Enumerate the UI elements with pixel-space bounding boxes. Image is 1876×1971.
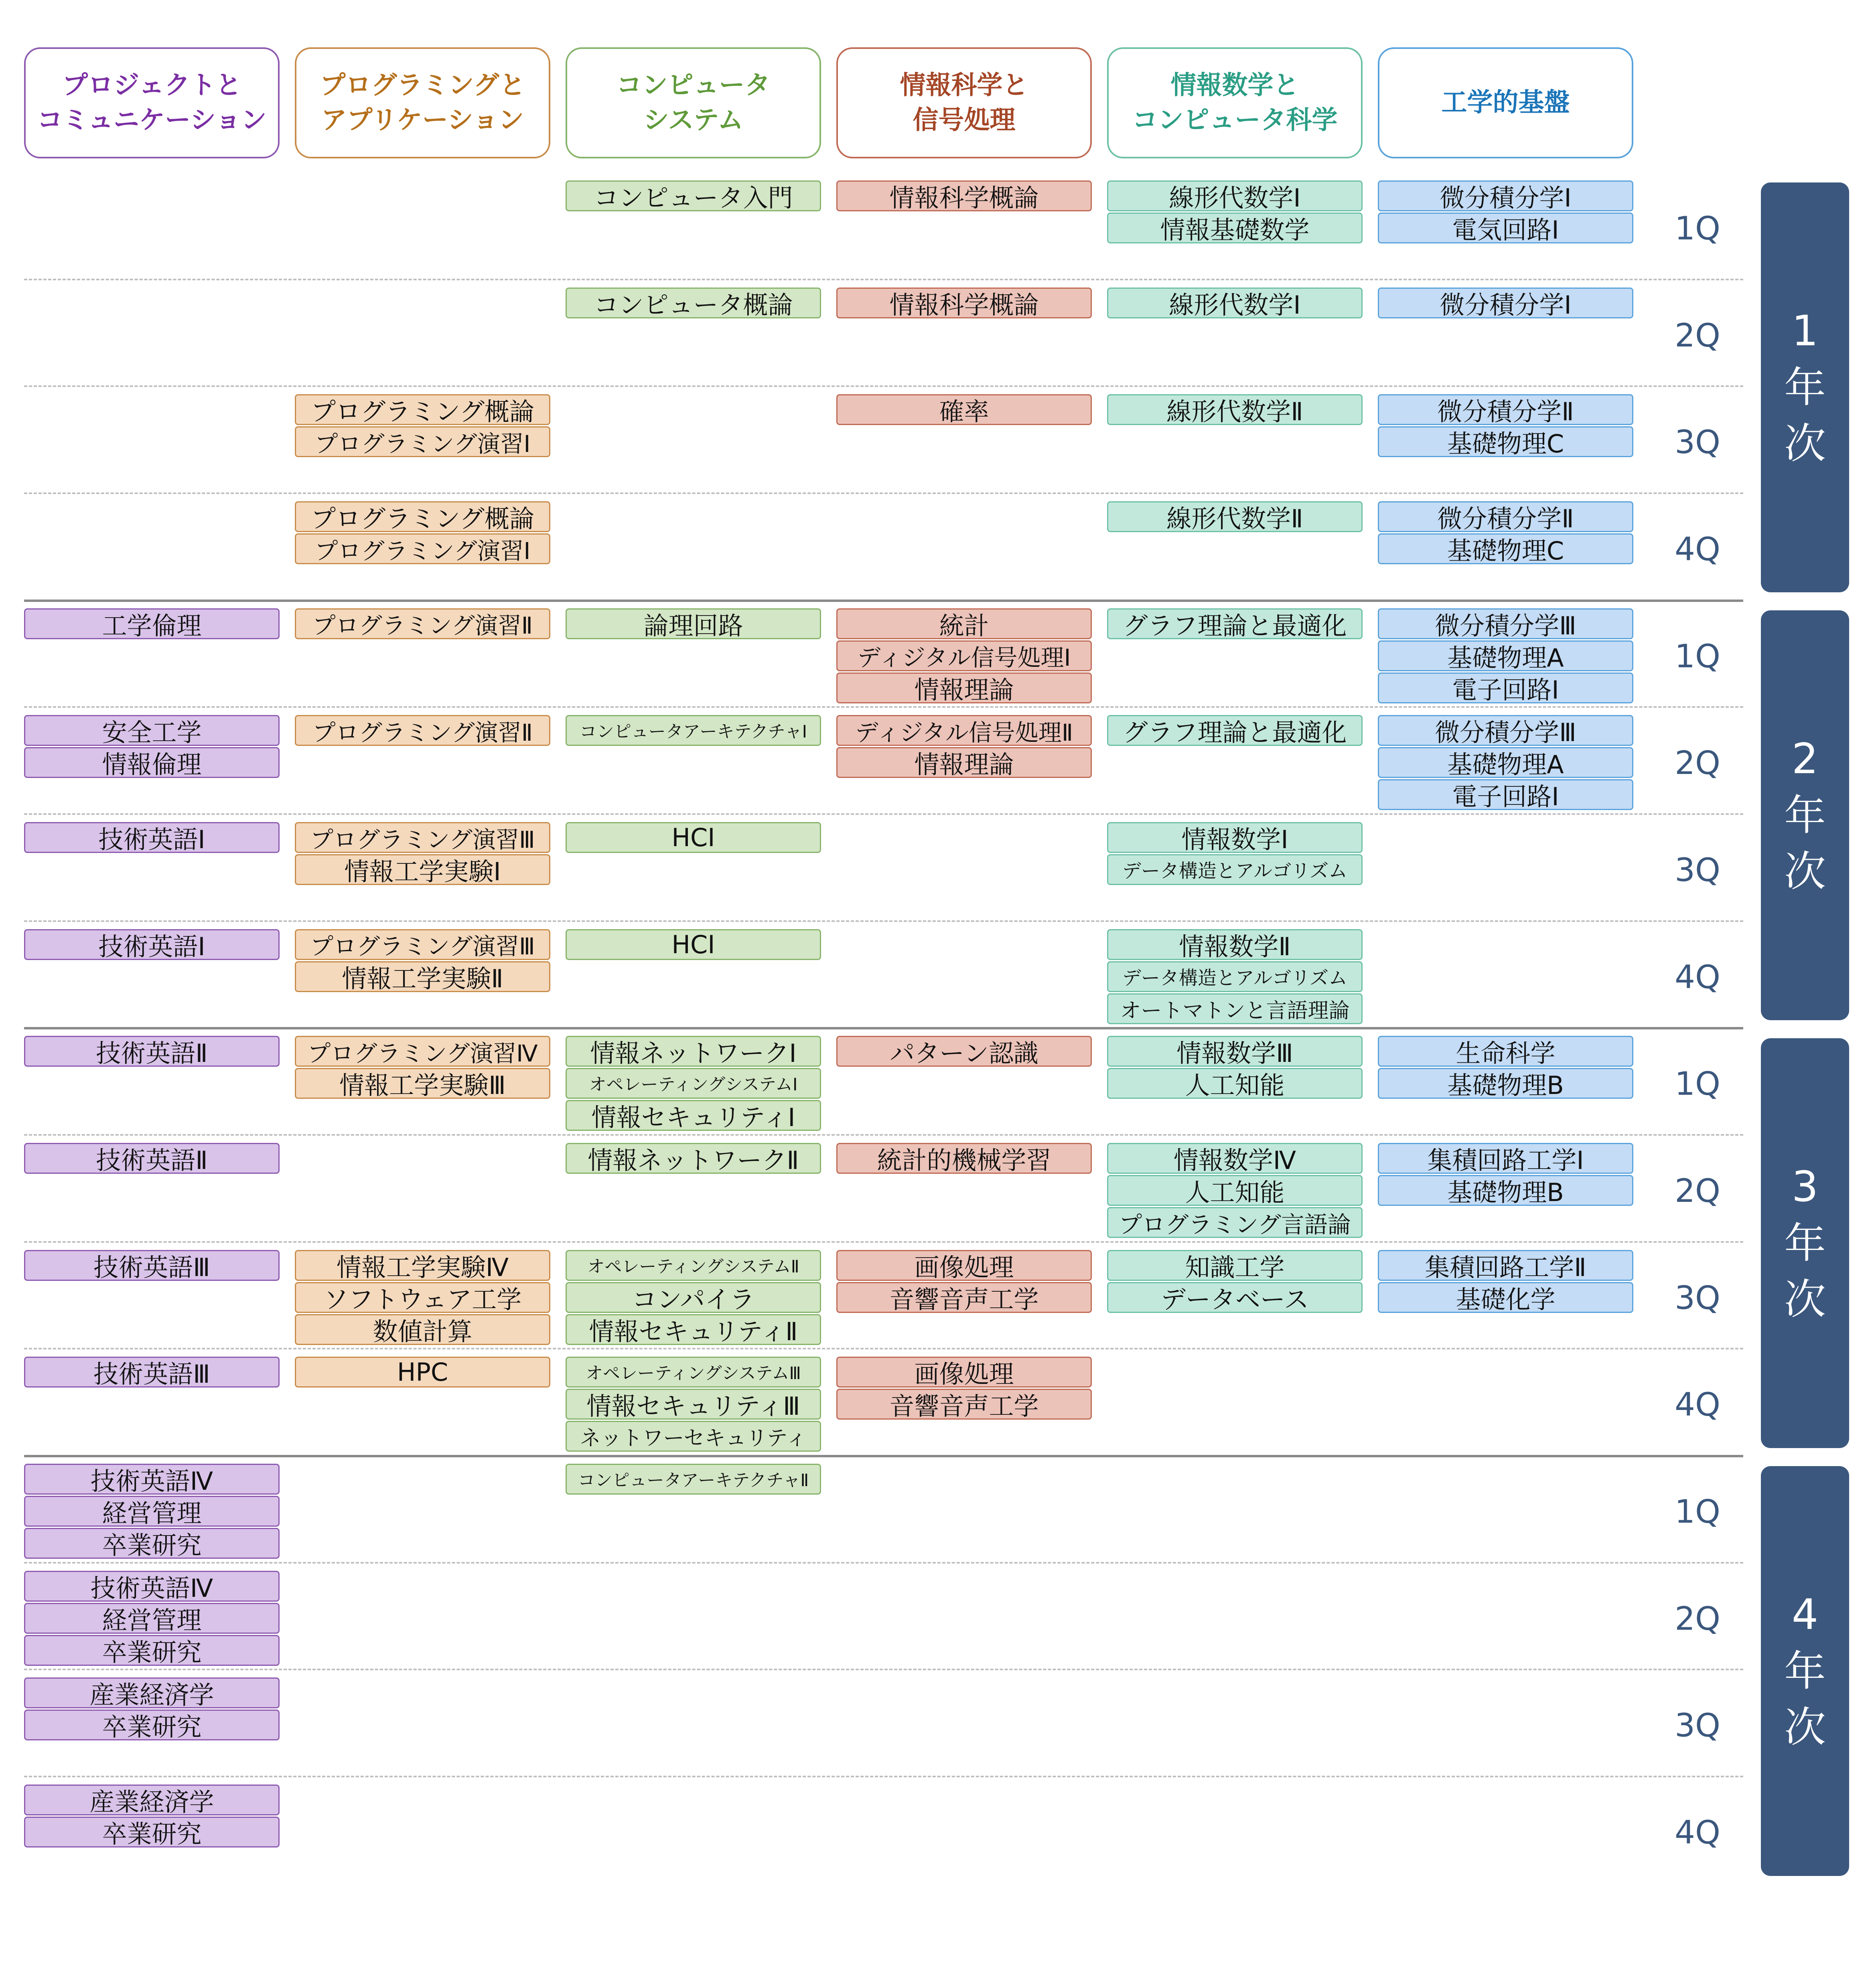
course-box: 技術英語Ⅳ [24,1464,280,1495]
course-box: 情報工学実験Ⅲ [295,1068,550,1099]
quarter-separator [24,920,1743,922]
year-label-char: 年 [1784,363,1826,412]
course-box: 基礎物理A [1378,747,1633,778]
year-label-char: 年 [1784,1218,1826,1268]
course-box: 画像処理 [836,1357,1092,1388]
course-box: グラフ理論と最適化 [1107,715,1363,746]
course-box: 経営管理 [24,1496,280,1527]
course-box: 情報ネットワークⅠ [566,1036,821,1067]
quarter-label: 3Q [1675,423,1720,461]
quarter-separator [24,1562,1743,1564]
course-box: 情報セキュリティⅢ [566,1389,821,1420]
quarter-label: 2Q [1675,316,1720,354]
quarter-label: 3Q [1675,851,1720,889]
course-box: 微分積分学Ⅱ [1378,501,1633,532]
quarter-label: 1Q [1675,1065,1720,1103]
year-bar-4 [1761,1466,1849,1876]
course-box: コンパイラ [566,1282,821,1313]
course-box: 情報セキュリティⅠ [566,1100,821,1131]
course-box: オペレーティングシステムⅡ [566,1250,821,1281]
course-box: 電子回路Ⅰ [1378,673,1633,703]
course-box: 卒業研究 [24,1635,280,1666]
year-label-char: 2 [1791,734,1819,784]
course-box: コンピュータ概論 [566,288,821,318]
course-box: プログラミング演習Ⅳ [295,1036,550,1067]
course-box: 情報数学Ⅲ [1107,1036,1363,1067]
course-box: 技術英語Ⅲ [24,1357,280,1388]
course-box: 基礎物理A [1378,640,1633,671]
quarter-separator [24,1134,1743,1136]
course-box: 情報科学概論 [836,288,1092,318]
course-box: プログラミング演習Ⅱ [295,608,550,639]
course-box: 知識工学 [1107,1250,1363,1281]
course-box: 情報ネットワークⅡ [566,1143,821,1174]
year-label-char: 3 [1791,1162,1819,1211]
course-box: 工学倫理 [24,608,280,639]
category-header-4: 情報科学と 信号処理 [836,47,1092,158]
course-box: 基礎物理B [1378,1175,1633,1206]
category-header-1: プロジェクトと コミュニケーション [24,47,280,158]
quarter-separator [24,385,1743,387]
course-box: プログラミング演習Ⅱ [295,715,550,746]
course-box: 技術英語Ⅳ [24,1571,280,1602]
course-box: 技術英語Ⅰ [24,929,280,960]
year-label-char: 次 [1784,847,1826,896]
course-box: 情報数学Ⅳ [1107,1143,1363,1174]
course-box: 電気回路Ⅰ [1378,213,1633,243]
course-box: ネットワーセキュリティ [566,1421,821,1452]
course-box: 電子回路Ⅰ [1378,779,1633,810]
category-header-3: コンピュータ システム [566,47,821,158]
course-box: 人工知能 [1107,1175,1363,1206]
year-label-char: 年 [1784,1646,1826,1696]
course-box: コンピュータアーキテクチャⅠ [566,715,821,746]
course-box: 統計的機械学習 [836,1143,1092,1174]
course-box: プログラミング演習Ⅰ [295,426,550,457]
course-box: プログラミング概論 [295,394,550,425]
course-box: 線形代数学Ⅱ [1107,394,1363,425]
course-box: 線形代数学Ⅰ [1107,288,1363,318]
course-box: 情報セキュリティⅡ [566,1314,821,1345]
quarter-label: 4Q [1675,531,1720,568]
course-box: データ構造とアルゴリズム [1107,854,1363,885]
year-label-char: 次 [1784,1275,1826,1324]
quarter-label: 2Q [1675,744,1720,782]
course-box: 線形代数学Ⅱ [1107,501,1363,532]
quarter-label: 4Q [1675,958,1720,996]
course-box: 音響音声工学 [836,1282,1092,1313]
quarter-separator [24,1241,1743,1243]
course-box: プログラミング演習Ⅲ [295,929,550,960]
course-box: 情報倫理 [24,747,280,778]
year-label-char: 年 [1784,790,1826,840]
course-box: 微分積分学Ⅲ [1378,715,1633,746]
course-box: 情報理論 [836,673,1092,703]
course-box: 集積回路工学Ⅰ [1378,1143,1633,1174]
year-bar-2 [1761,610,1849,1020]
course-box: 集積回路工学Ⅱ [1378,1250,1633,1281]
quarter-label: 1Q [1675,210,1720,247]
quarter-separator [24,1348,1743,1349]
quarter-label: 4Q [1675,1386,1720,1424]
course-box: HPC [295,1357,550,1388]
year-label-char: 次 [1784,419,1826,468]
course-box: 情報工学実験Ⅱ [295,961,550,992]
course-box: 産業経済学 [24,1785,280,1815]
course-box: パターン認識 [836,1036,1092,1067]
quarter-separator [24,1776,1743,1777]
course-box: 基礎化学 [1378,1282,1633,1313]
course-box: オペレーティングシステムⅠ [566,1068,821,1099]
course-box: HCI [566,929,821,960]
course-box: 情報数学Ⅰ [1107,822,1363,853]
year-bar-3 [1761,1038,1849,1448]
course-box: 微分積分学Ⅲ [1378,608,1633,639]
year-separator [24,1455,1743,1457]
course-box: 卒業研究 [24,1817,280,1847]
course-box: コンピュータアーキテクチャⅡ [566,1464,821,1495]
course-box: コンピュータ入門 [566,180,821,211]
course-box: 数値計算 [295,1314,550,1345]
course-box: 技術英語Ⅲ [24,1250,280,1281]
course-box: HCI [566,822,821,853]
course-box: 確率 [836,394,1092,425]
quarter-label: 2Q [1675,1600,1720,1637]
quarter-label: 4Q [1675,1814,1720,1851]
course-box: 技術英語Ⅰ [24,822,280,853]
quarter-label: 1Q [1675,1493,1720,1531]
course-box: 基礎物理C [1378,533,1633,564]
course-box: 経営管理 [24,1603,280,1634]
course-box: 線形代数学Ⅰ [1107,180,1363,211]
quarter-separator [24,813,1743,815]
course-box: 技術英語Ⅱ [24,1143,280,1174]
course-box: 安全工学 [24,715,280,746]
course-box: 情報理論 [836,747,1092,778]
course-box: データ構造とアルゴリズム [1107,961,1363,992]
course-box: 情報工学実験Ⅳ [295,1250,550,1281]
course-box: 技術英語Ⅱ [24,1036,280,1067]
course-box: プログラミング概論 [295,501,550,532]
course-box: 情報工学実験Ⅰ [295,854,550,885]
course-box: 基礎物理B [1378,1068,1633,1099]
course-box: ディジタル信号処理Ⅰ [836,640,1092,671]
course-box: 微分積分学Ⅰ [1378,288,1633,318]
course-box: ディジタル信号処理Ⅱ [836,715,1092,746]
category-header-2: プログラミングと アプリケーション [295,47,550,158]
course-box: 統計 [836,608,1092,639]
year-separator [24,600,1743,602]
course-box: ソフトウェア工学 [295,1282,550,1313]
quarter-separator [24,279,1743,280]
course-box: 情報科学概論 [836,180,1092,211]
category-header-5: 情報数学と コンピュータ科学 [1107,47,1363,158]
year-bar-1 [1761,182,1849,592]
year-label-char: 1 [1791,306,1819,356]
quarter-label: 2Q [1675,1172,1720,1210]
course-box: 情報基礎数学 [1107,213,1363,243]
quarter-label: 3Q [1675,1279,1720,1317]
course-box: 基礎物理C [1378,426,1633,457]
course-box: 人工知能 [1107,1068,1363,1099]
quarter-separator [24,492,1743,494]
course-box: 微分積分学Ⅰ [1378,180,1633,211]
year-label-char: 次 [1784,1703,1826,1752]
course-box: オペレーティングシステムⅢ [566,1357,821,1388]
course-box: 画像処理 [836,1250,1092,1281]
quarter-separator [24,1669,1743,1670]
category-header-6: 工学的基盤 [1378,47,1633,158]
course-box: 生命科学 [1378,1036,1633,1067]
quarter-separator [24,706,1743,708]
course-box: グラフ理論と最適化 [1107,608,1363,639]
course-box: 産業経済学 [24,1677,280,1708]
course-box: プログラミング言語論 [1107,1207,1363,1238]
course-box: 微分積分学Ⅱ [1378,394,1633,425]
course-box: 情報数学Ⅱ [1107,929,1363,960]
year-separator [24,1027,1743,1029]
year-label-char: 4 [1791,1590,1819,1639]
course-box: 卒業研究 [24,1710,280,1740]
quarter-label: 3Q [1675,1707,1720,1744]
course-box: 論理回路 [566,608,821,639]
course-box: プログラミング演習Ⅰ [295,533,550,564]
course-box: 卒業研究 [24,1528,280,1559]
quarter-label: 1Q [1675,637,1720,675]
course-box: プログラミング演習Ⅲ [295,822,550,853]
course-box: データベース [1107,1282,1363,1313]
course-box: オートマトンと言語理論 [1107,993,1363,1024]
course-box: 音響音声工学 [836,1389,1092,1420]
